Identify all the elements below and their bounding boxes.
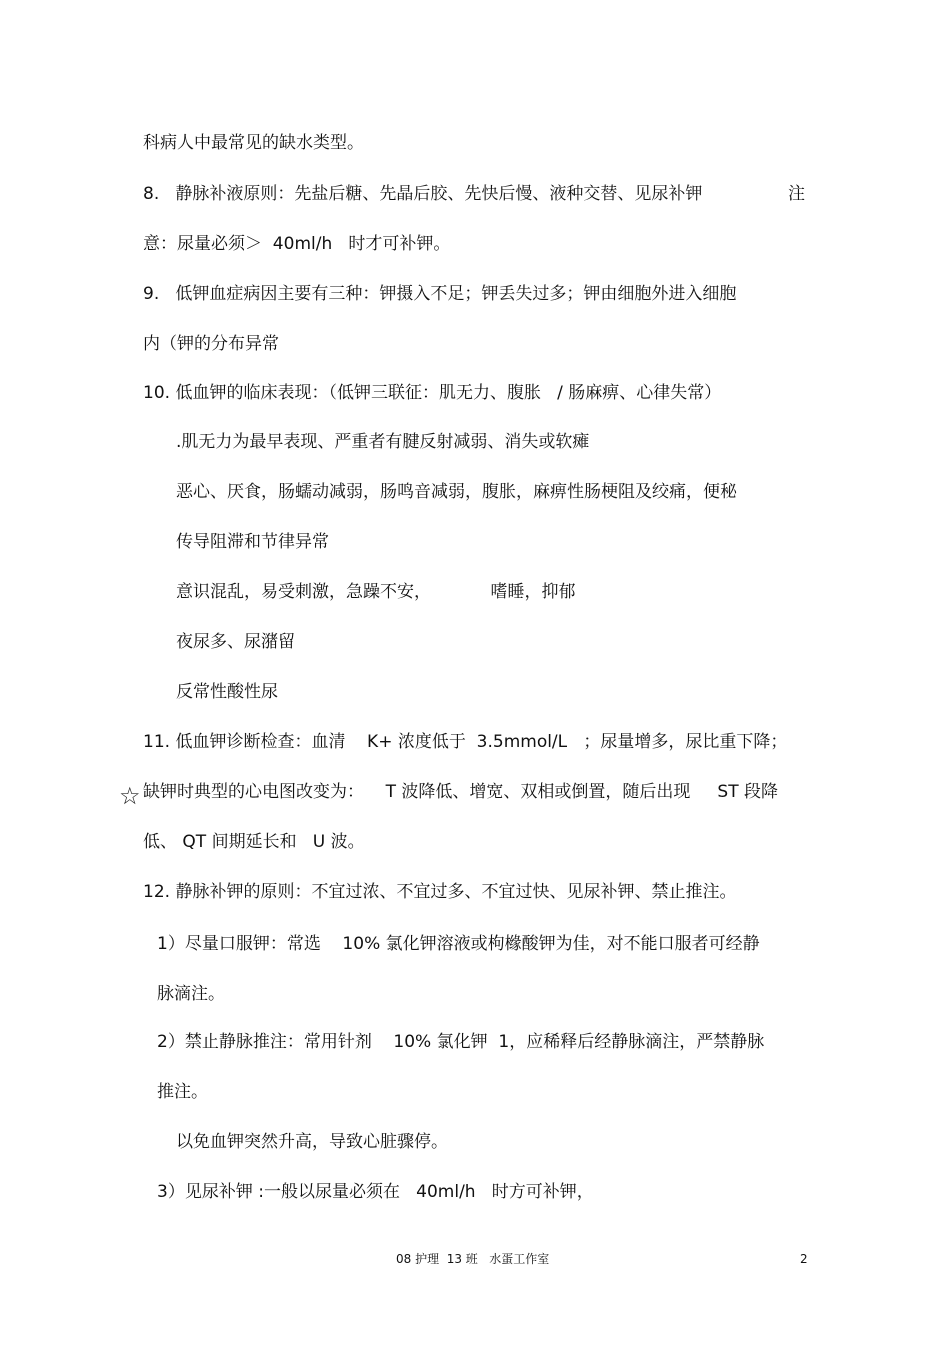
text-line: 11. 低血钾诊断检查：血清 K+ 浓度低于 3.5mmol/L ；尿量增多，尿比重下降； <box>143 732 788 752</box>
text-line: .肌无力为最早表现、严重者有腱反射减弱、消失或软瘫 <box>176 432 590 452</box>
page-number: 2 <box>800 1252 808 1266</box>
text-line: 脉滴注。 <box>157 984 225 1004</box>
text-line: 注 <box>788 184 805 204</box>
text-line: 以免血钾突然升高，导致心脏骤停。 <box>176 1132 448 1152</box>
text-line: 内（钾的分布异常 <box>143 334 279 354</box>
text-line: 12. 静脉补钾的原则：不宜过浓、不宜过多、不宜过快、见尿补钾、禁止推注。 <box>143 882 737 902</box>
text-line: 推注。 <box>157 1082 208 1102</box>
text-line: 10. 低血钾的临床表现：（低钾三联征：肌无力、腹胀 / 肠麻痹、心律失常） <box>143 383 722 403</box>
text-line: 意：尿量必须＞ 40ml/h 时才可补钾。 <box>143 234 451 254</box>
text-line: 传导阻滞和节律异常 <box>176 532 329 552</box>
star-outline-icon: ☆ <box>119 782 141 810</box>
text-line: 恶心、厌食，肠蠕动减弱，肠鸣音减弱，腹胀，麻痹性肠梗阻及绞痛，便秘 <box>176 482 737 502</box>
text-line: 1）尽量口服钾：常选 10% 氯化钾溶液或枸橼酸钾为佳，对不能口服者可经静 <box>157 934 760 954</box>
text-line: 3）见尿补钾 :一般以尿量必须在 40ml/h 时方可补钾， <box>157 1182 594 1202</box>
text-line: 反常性酸性尿 <box>176 682 278 702</box>
text-line: 9. 低钾血症病因主要有三种：钾摄入不足；钾丢失过多；钾由细胞外进入细胞 <box>143 284 737 304</box>
text-line: 低、 QT 间期延长和 U 波。 <box>143 832 365 852</box>
text-line: 2）禁止静脉推注：常用针剂 10% 氯化钾 1，应稀释后经静脉滴注，严禁静脉 <box>157 1032 765 1052</box>
text-line: 8. 静脉补液原则：先盐后糖、先晶后胶、先快后慢、液种交替、见尿补钾 <box>143 184 703 204</box>
page-footer-text: 08 护理 13 班 水蛋工作室 <box>396 1252 550 1266</box>
text-line: 科病人中最常见的缺水类型。 <box>143 133 364 153</box>
text-line: 意识混乱，易受刺激，急躁不安， 嗜睡，抑郁 <box>176 582 576 602</box>
text-line: 缺钾时典型的心电图改变为： T 波降低、增宽、双相或倒置，随后出现 ST 段降 <box>143 782 778 802</box>
text-line: 夜尿多、尿潴留 <box>176 632 295 652</box>
